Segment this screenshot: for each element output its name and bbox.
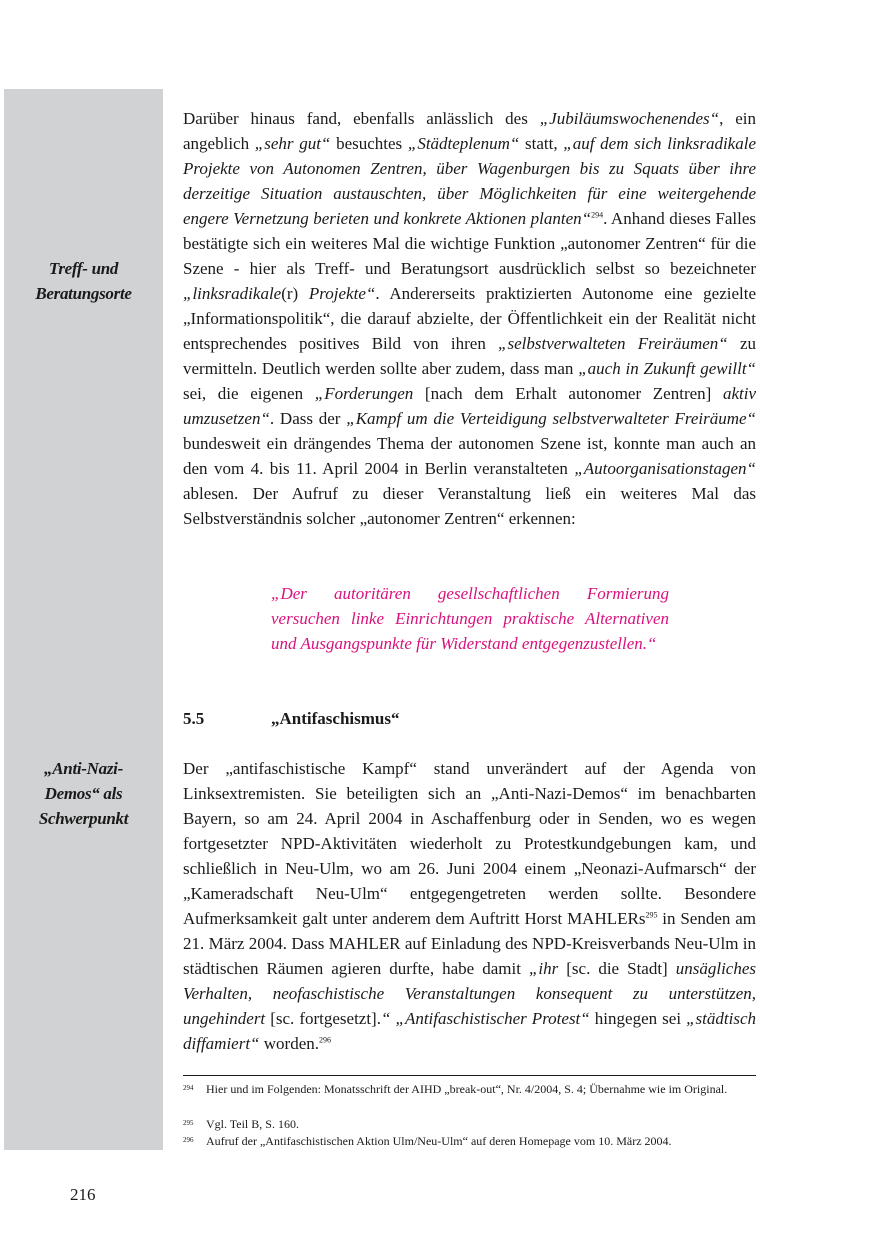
body-paragraph-2: Der „antifaschistische Kampf“ stand unverändert auf der Agenda von Linksextremisten. Sie beteiligten sich an „Anti-Nazi-Demos“ im benachbarten Bayern, so am 24. April 2004 in Aschaffenburg oder in Senden, wo es wegen fortgesetzter NPD-Aktivitäten wiederholt zu Protestkundgebungen kam, und schließlich in Neu-Ulm, wo am 26. Juni 2004 einem „Neonazi-Aufmarsch“ der „Kameradschaft Neu-Ulm“ entgegengetreten werden sollte. Besondere Aufmerksamkeit galt unter anderem dem Auftritt Horst MAHLERs$^{295}$ in Senden am 21. März 2004. Dass MAHLER auf Einladung des NPD-Kreisverbands Neu-Ulm in städtischen Räumen agieren durfte, habe damit „ihr [sc. die Stadt] unsägliches Verhalten, neofaschistische Veranstaltungen konsequent zu unterstützen, ungehindert [sc. fortgesetzt].“ „Antifaschistischer Protest“ hingegen sei „städtisch diffamiert“ worden.$^{296}$ bbox=[183, 759, 757, 1053]
section-number: 5.5 bbox=[183, 709, 205, 728]
section-title: „Antifaschismus“ bbox=[271, 709, 400, 728]
margin-note-line: Beratungsorte bbox=[35, 284, 132, 303]
footnote-text: Hier und im Folgenden: Monatsschrift der AIHD „break-out“, Nr. 4/2004, S. 4; Übernahme wie im Original. bbox=[206, 1082, 728, 1096]
margin-note-treff bbox=[4, 256, 163, 306]
margin-note-line: „Anti-Nazi- bbox=[44, 759, 123, 778]
footnote-ref: 295 bbox=[645, 910, 658, 920]
footnote-text: Vgl. Teil B, S. 160. bbox=[206, 1117, 299, 1131]
margin-note-anti-nazi bbox=[4, 756, 163, 831]
page-number: 216 bbox=[70, 1185, 96, 1204]
block-quote: „Der autoritären gesellschaftlichen Formierung versuchen linke Einrichtungen praktische Alternativen und Ausgangspunkte für Widerstand entgegenzustellen.“ bbox=[271, 584, 669, 653]
body-paragraph-1: Darüber hinaus fand, ebenfalls anlässlich des „Jubiläumswochenendes“, ein angeblich „sehr gut“ besuchtes „Städteplenum“ statt, „auf dem sich linksradikale Projekte von Autonomen Zentren, über Wagenburgen bis zu Squats über ihre derzeitige Situation austauschten, über Möglichkeiten für eine weitergehende engere Vernetzung berieten und konkrete Aktionen planten“$^{294}$. Anhand dieses Falles bestätigte sich ein weiteres Mal die wichtige Funktion „autonomer Zentren“ für die Szene - hier als Treff- und Beratungsort ausdrücklich selbst so bezeichneter „linksradikale(r) Projekte“. Andererseits praktizierten Autonome eine gezielte „Informationspolitik“, die darauf abzielte, der Öffentlichkeit ein der Realität nicht entsprechendes positives Bild von ihren „selbstverwalteten Freiräumen“ zu vermitteln. Deutlich werden sollte aber zudem, dass man „auch in Zukunft gewillt“ sei, die eigenen „Forderungen [nach dem Erhalt autonomer Zentren] aktiv umzusetzen“. Dass der „Kampf um die Verteidigung selbstverwalteter Freiräume“ bundesweit ein drängendes Thema der autonomen Szene ist, konnte man auch an den vom 4. bis 11. April 2004 in Berlin veranstalteten „Autoorganisationstagen“ ablesen. Der Aufruf zu dieser Veranstaltung ließ ein weiteres Mal das Selbstverständnis solcher „autonomer Zentren“ erkennen: bbox=[183, 109, 757, 528]
footnote-ref: 294 bbox=[591, 210, 604, 220]
margin-note-line: Demos“ als bbox=[44, 784, 123, 803]
footnote-divider bbox=[183, 1075, 756, 1076]
footnote-number: 294 bbox=[183, 1084, 194, 1092]
footnote-ref: 296 bbox=[319, 1035, 331, 1045]
footnote-number: 295 bbox=[183, 1119, 194, 1127]
footnote-text: Aufruf der „Antifaschistischen Aktion Ulm/Neu-Ulm“ auf deren Homepage vom 10. März 2004. bbox=[206, 1134, 672, 1148]
margin-sidebar bbox=[4, 89, 163, 1150]
footnote-294 bbox=[183, 1081, 756, 1098]
footnote-295 bbox=[183, 1116, 756, 1133]
footnote-number: 296 bbox=[183, 1136, 194, 1144]
margin-note-line: Treff- und bbox=[48, 259, 119, 278]
margin-note-line: Schwerpunkt bbox=[38, 809, 129, 828]
footnote-296 bbox=[183, 1133, 756, 1150]
